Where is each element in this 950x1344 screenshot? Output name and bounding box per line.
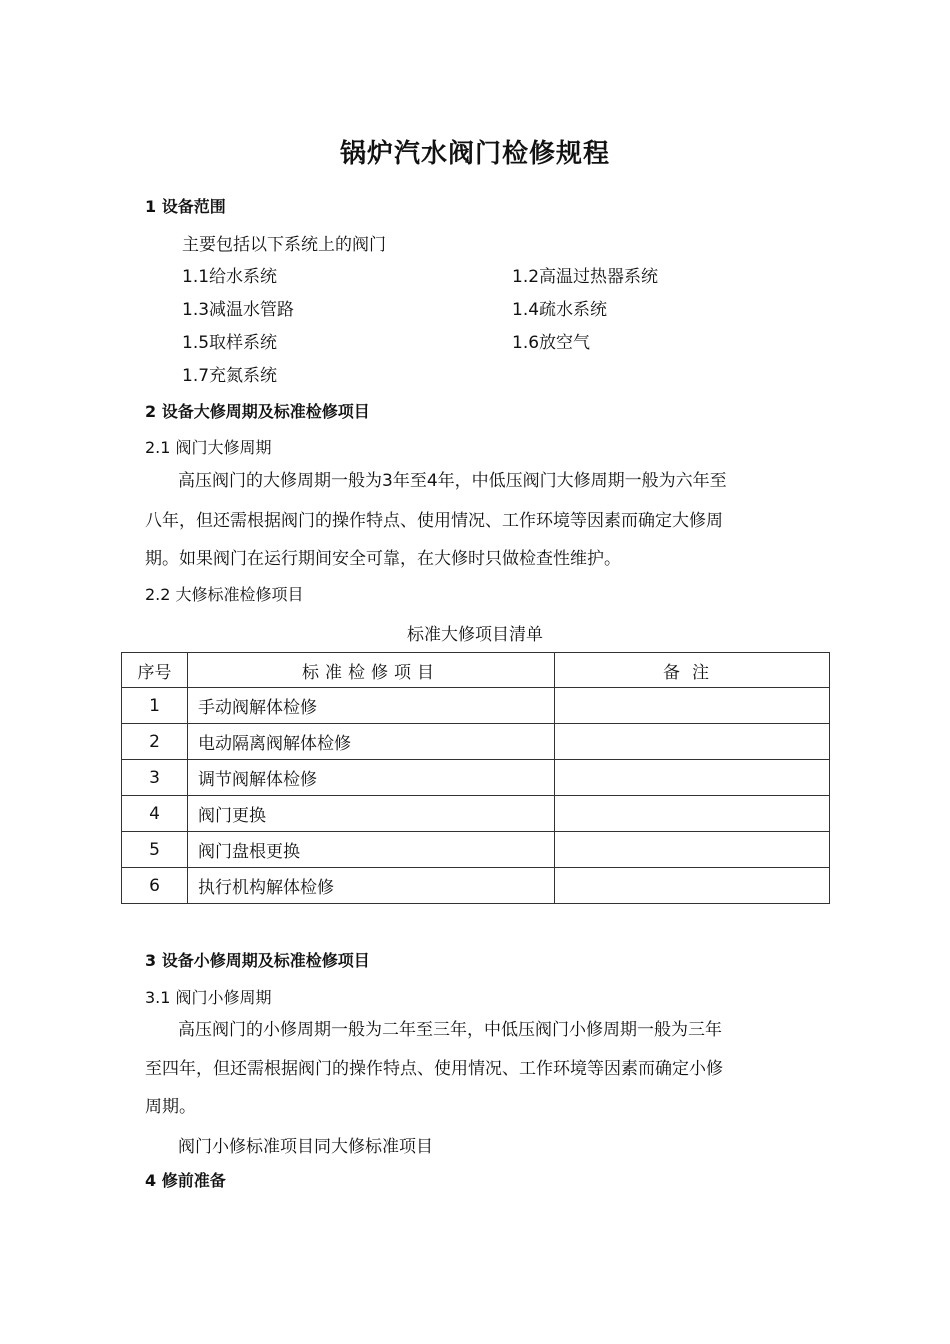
cell-item-text: 电动隔离阀解体检修 <box>198 734 351 754</box>
section-2-heading: 2 设备大修周期及标准检修项目 <box>145 402 370 421</box>
paragraph-line: 周期。 <box>145 1097 196 1117</box>
section-2-2-heading: 2.2 大修标准检修项目 <box>145 585 304 604</box>
paragraph-line: 高压阀门的小修周期一般为二年至三年，中低压阀门小修周期一般为三年 <box>178 1020 722 1040</box>
system-item: 1.1给水系统 <box>182 267 278 287</box>
table-header-row <box>122 653 830 688</box>
table-row <box>122 868 830 904</box>
cell-no: 5 <box>122 832 188 868</box>
system-item: 1.2高温过热器系统 <box>512 267 659 287</box>
cell-no: 1 <box>122 688 188 724</box>
cell-no: 4 <box>122 796 188 832</box>
section-4-heading: 4 修前准备 <box>145 1171 226 1190</box>
cell-item-text: 手动阀解体检修 <box>198 698 317 718</box>
system-item: 1.5取样系统 <box>182 333 278 353</box>
cell-note <box>555 796 830 832</box>
table-row <box>122 760 830 796</box>
system-item: 1.4疏水系统 <box>512 300 608 320</box>
cell-note <box>555 724 830 760</box>
section-3-note: 阀门小修标准项目同大修标准项目 <box>178 1137 433 1157</box>
paragraph-line: 八年，但还需根据阀门的操作特点、使用情况、工作环境等因素而确定大修周 <box>145 511 723 531</box>
cell-no: 6 <box>122 868 188 904</box>
system-item: 1.6放空气 <box>512 333 591 353</box>
table-row <box>122 688 830 724</box>
cell-no: 2 <box>122 724 188 760</box>
cell-item <box>188 724 555 760</box>
cell-note <box>555 760 830 796</box>
table-row <box>122 724 830 760</box>
maintenance-items-table <box>121 652 830 904</box>
table-row <box>122 796 830 832</box>
cell-note <box>555 688 830 724</box>
section-1-intro: 主要包括以下系统上的阀门 <box>182 235 386 255</box>
cell-item <box>188 688 555 724</box>
section-2-1-heading: 2.1 阀门大修周期 <box>145 438 272 457</box>
section-3-heading: 3 设备小修周期及标准检修项目 <box>145 951 370 970</box>
paragraph-line: 至四年，但还需根据阀门的操作特点、使用情况、工作环境等因素而确定小修 <box>145 1059 723 1079</box>
paragraph-line: 高压阀门的大修周期一般为3年至4年，中低压阀门大修周期一般为六年至 <box>178 471 727 491</box>
paragraph-line: 期。如果阀门在运行期间安全可靠，在大修时只做检查性维护。 <box>145 549 621 569</box>
section-1-heading: 1 设备范围 <box>145 197 226 216</box>
cell-item <box>188 868 555 904</box>
cell-item-text: 执行机构解体检修 <box>198 878 334 898</box>
column-header-no: 序号 <box>122 653 188 688</box>
system-item: 1.3减温水管路 <box>182 300 295 320</box>
cell-item-text: 调节阀解体检修 <box>198 770 317 790</box>
cell-note <box>555 832 830 868</box>
cell-item <box>188 760 555 796</box>
cell-no: 3 <box>122 760 188 796</box>
column-header-item: 标准检修项目 <box>188 653 555 688</box>
cell-note <box>555 868 830 904</box>
column-header-note: 备注 <box>555 653 830 688</box>
cell-item <box>188 796 555 832</box>
cell-item-text: 阀门更换 <box>198 806 266 826</box>
table-row <box>122 832 830 868</box>
cell-item-text: 阀门盘根更换 <box>198 842 300 862</box>
document-title: 锅炉汽水阀门检修规程 <box>339 139 610 169</box>
section-3-1-heading: 3.1 阀门小修周期 <box>145 988 272 1007</box>
cell-item <box>188 832 555 868</box>
table-caption: 标准大修项目清单 <box>407 625 543 645</box>
system-item: 1.7充氮系统 <box>182 366 278 386</box>
